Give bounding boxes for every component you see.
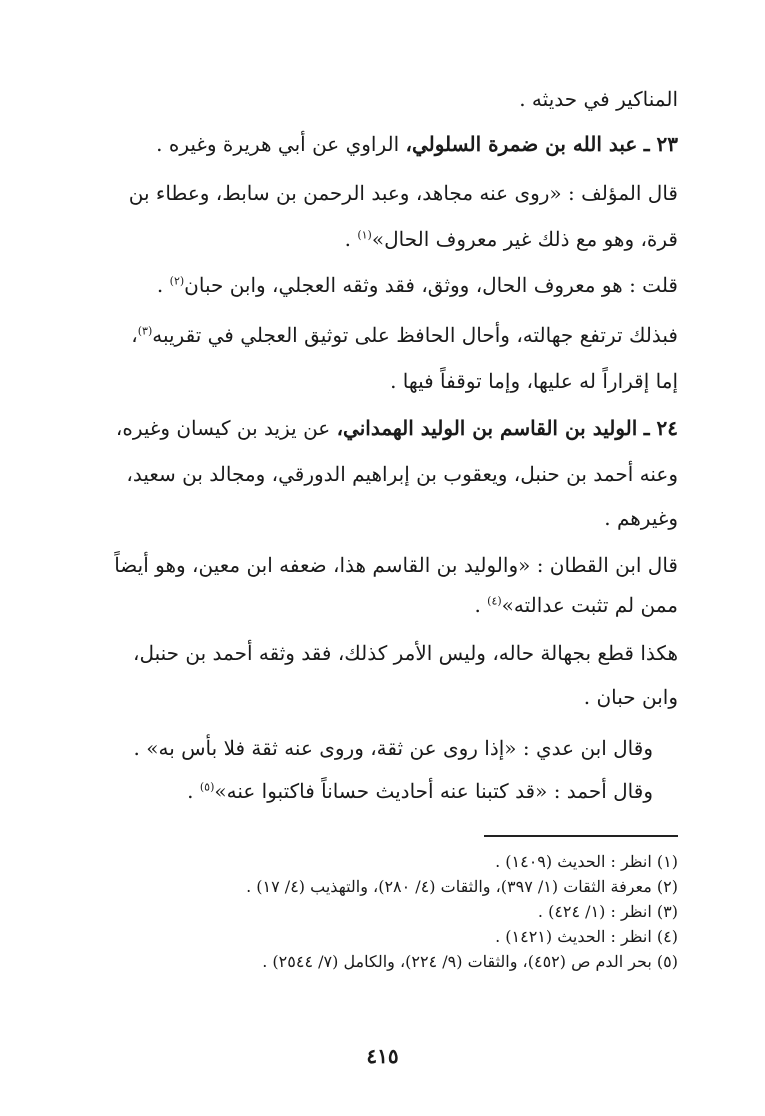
footnote-ref-5: (٥) xyxy=(199,780,215,794)
footnote-5: (٥) بحر الدم ص (٤٥٢)، والثقات (٩/ ٢٢٤)، والكامل (٧/ ٢٥٤٤) . xyxy=(262,952,678,971)
paragraph-5-line-1: هكذا قطع بجهالة حاله، وليس الأمر كذلك، فقد وثقه أحمد بن حنبل، xyxy=(133,641,678,665)
footnote-1: (١) انظر : الحديث (١٤٠٩) . xyxy=(495,852,678,871)
paragraph-2 xyxy=(93,272,678,298)
paragraph-4-line-1: قال ابن القطان : «والوليد بن القاسم هذا، ضعفه ابن معين، وهو أيضاً xyxy=(114,553,678,577)
entry-24-line-3: وغيرهم . xyxy=(604,506,678,530)
footnote-3: (٣) انظر : (١/ ٤٢٤) . xyxy=(537,902,678,921)
paragraph-1-text: قرة، وهو مع ذلك غير معروف الحال» xyxy=(371,227,678,251)
paragraph-1-line-1: قال المؤلف : «روى عنه مجاهد، وعبد الرحمن بن سابط، وعطاء بن xyxy=(128,181,678,205)
paragraph-1-line-2 xyxy=(93,226,678,252)
footnote-ref-3: (٣) xyxy=(137,324,153,338)
entry-23-number: ٢٣ ـ xyxy=(643,132,678,156)
entry-23-description: الراوي عن أبي هريرة وغيره . xyxy=(156,132,406,156)
entry-24-line-2: وعنه أحمد بن حنبل، ويعقوب بن إبراهيم الدورقي، ومجالد بن سعيد، xyxy=(126,462,678,486)
text-line-1: المناكير في حديثه . xyxy=(519,87,678,111)
paragraph-2-end: . xyxy=(156,273,170,297)
paragraph-3-line-1 xyxy=(93,322,678,348)
footnote-ref-2: (٢) xyxy=(169,274,185,288)
footnote-4: (٤) انظر : الحديث (١٤٢١) . xyxy=(495,927,678,946)
entry-24-heading xyxy=(93,415,678,441)
paragraph-7-text: وقال أحمد : «قد كتبنا عنه أحاديث حساناً فاكتبوا عنه» xyxy=(214,779,653,803)
entry-24-number: ٢٤ ـ xyxy=(643,416,678,440)
paragraph-7-end: . xyxy=(187,779,200,803)
entry-23-name: عبد الله بن ضمرة السلولي، xyxy=(405,132,638,156)
footnote-2: (٢) معرفة الثقات (١/ ٣٩٧)، والثقات (٤/ ٢٨٠)، والتهذيب (٤/ ١٧) . xyxy=(246,877,678,896)
paragraph-4-text: ممن لم تثبت عدالته» xyxy=(501,593,678,617)
paragraph-1-end: . xyxy=(344,227,358,251)
footnote-ref-4: (٤) xyxy=(487,594,502,608)
paragraph-4-line-2 xyxy=(93,592,678,618)
paragraph-3-line-2: إما إقراراً له عليها، وإما توقفاً فيها . xyxy=(390,369,678,393)
footnote-divider xyxy=(484,835,678,837)
page-number: ٤١٥ xyxy=(366,1044,399,1068)
paragraph-6: وقال ابن عدي : «إذا روى عن ثقة، وروى عنه ثقة فلا بأس به» . xyxy=(133,736,653,760)
paragraph-3-end: ، xyxy=(131,323,138,347)
footnote-ref-1: (١) xyxy=(357,228,372,242)
entry-24-description: عن يزيد بن كيسان وغيره، xyxy=(115,416,337,440)
paragraph-2-text: قلت : هو معروف الحال، ووثق، فقد وثقه العجلي، وابن حبان xyxy=(184,273,678,297)
paragraph-7 xyxy=(93,778,653,804)
paragraph-4-end: . xyxy=(474,593,488,617)
entry-24-name: الوليد بن القاسم بن الوليد الهمداني، xyxy=(336,416,638,440)
paragraph-3-text: فبذلك ترتفع جهالته، وأحال الحافظ على توثيق العجلي في تقريبه xyxy=(152,323,678,347)
entry-23-heading xyxy=(93,131,678,157)
paragraph-5-line-2: وابن حبان . xyxy=(583,685,678,709)
